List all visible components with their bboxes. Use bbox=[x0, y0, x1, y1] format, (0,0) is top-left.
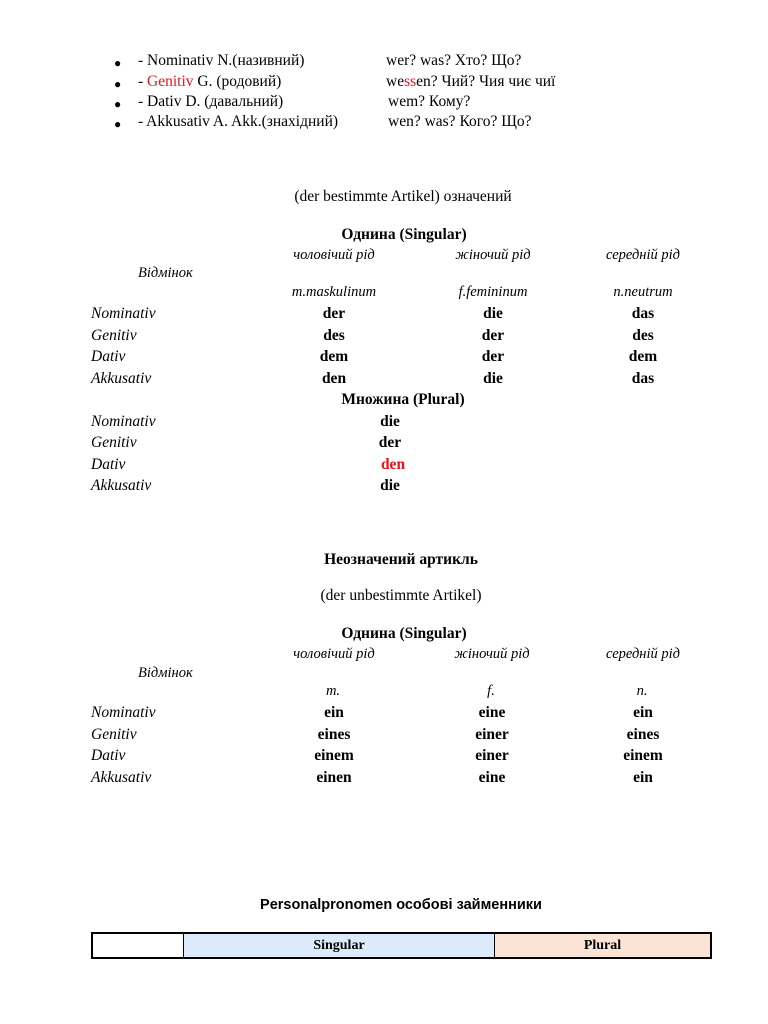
row-case: Nominativ bbox=[91, 305, 156, 322]
cell-f: der bbox=[481, 348, 505, 365]
plural-row-case: Genitiv bbox=[91, 434, 137, 451]
cell-n: das bbox=[631, 305, 655, 322]
bullet-icon: ● bbox=[114, 56, 122, 70]
gender-subheader-m: m.maskulinum bbox=[291, 284, 377, 300]
gender-subheader-n: n. bbox=[636, 683, 648, 699]
row-case: Dativ bbox=[91, 348, 126, 365]
cell-n: eines bbox=[626, 726, 660, 743]
singular-heading: Однина (Singular) bbox=[341, 625, 467, 642]
bullet-icon: ● bbox=[114, 97, 122, 111]
singular-heading: Однина (Singular) bbox=[341, 226, 467, 243]
gender-header-n: середній рід bbox=[605, 646, 681, 662]
pronoun-table-header bbox=[91, 932, 712, 959]
plural-cell: den bbox=[380, 456, 406, 473]
gender-subheader-m: m. bbox=[325, 683, 341, 699]
plural-cell: die bbox=[380, 477, 400, 494]
cell-m: den bbox=[321, 370, 347, 387]
gender-header-f: жіночий рід bbox=[454, 646, 530, 662]
cell-m: der bbox=[322, 305, 346, 322]
plural-row-case: Dativ bbox=[91, 456, 126, 473]
cell-n: das bbox=[631, 370, 655, 387]
case-question: wem? Кому? bbox=[388, 93, 471, 110]
row-case: Dativ bbox=[91, 747, 126, 764]
section-title: Personalpronomen особові займенники bbox=[260, 897, 542, 913]
cell-m: einem bbox=[314, 747, 354, 764]
plural-row-case: Akkusativ bbox=[91, 477, 152, 494]
cell-f: die bbox=[483, 370, 503, 387]
cell-m: des bbox=[323, 327, 345, 344]
row-case: Akkusativ bbox=[91, 769, 152, 786]
plural-row-case: Nominativ bbox=[91, 413, 156, 430]
case-label: - Nominativ N.(називний) bbox=[138, 52, 305, 69]
cell-f: der bbox=[481, 327, 505, 344]
bullet-icon: ● bbox=[114, 77, 122, 91]
bullet-icon: ● bbox=[114, 117, 122, 131]
gender-header-n: середній рід bbox=[605, 247, 681, 263]
case-label: - Akkusativ A. Akk.(знахідний) bbox=[138, 113, 339, 130]
cell-n: ein bbox=[633, 769, 653, 786]
cell-n: des bbox=[632, 327, 654, 344]
section-subtitle: (der unbestimmte Artikel) bbox=[320, 587, 482, 604]
cell-f: die bbox=[483, 305, 503, 322]
row-case: Genitiv bbox=[91, 726, 137, 743]
row-case: Akkusativ bbox=[91, 370, 152, 387]
row-case: Genitiv bbox=[91, 327, 137, 344]
cell-f: eine bbox=[478, 704, 506, 721]
plural-cell: die bbox=[380, 413, 400, 430]
gender-subheader-f: f.femininum bbox=[458, 284, 528, 300]
cell-n: ein bbox=[633, 704, 653, 721]
cell-f: eine bbox=[478, 769, 506, 786]
case-question: wessen? Чий? Чия чиє чиї bbox=[386, 73, 556, 90]
table-header-plural: Plural bbox=[495, 934, 710, 957]
cell-m: einen bbox=[316, 769, 352, 786]
case-question: wer? was? Хто? Що? bbox=[386, 52, 522, 69]
gender-subheader-f: f. bbox=[487, 683, 495, 699]
gender-header-f: жіночий рід bbox=[455, 247, 531, 263]
case-label: - Genitiv G. (родовий) bbox=[138, 73, 282, 90]
case-header: Відмінок bbox=[138, 665, 193, 681]
gender-header-m: чоловічий рід bbox=[293, 646, 375, 662]
gender-subheader-n: n.neutrum bbox=[613, 284, 673, 300]
section-title: (der bestimmte Artikel) означений bbox=[294, 188, 512, 205]
table-header-singular: Singular bbox=[184, 934, 495, 957]
cell-m: dem bbox=[319, 348, 349, 365]
gender-header-m: чоловічий рід bbox=[293, 247, 375, 263]
cell-n: dem bbox=[628, 348, 658, 365]
plural-heading: Множина (Plural) bbox=[341, 391, 465, 408]
table-header-empty bbox=[93, 934, 184, 957]
case-question: wen? was? Кого? Що? bbox=[388, 113, 532, 130]
cell-n: einem bbox=[623, 747, 663, 764]
case-label: - Dativ D. (давальний) bbox=[138, 93, 284, 110]
row-case: Nominativ bbox=[91, 704, 156, 721]
case-header: Відмінок bbox=[138, 265, 193, 281]
cell-m: eines bbox=[317, 726, 351, 743]
plural-cell: der bbox=[378, 434, 402, 451]
cell-f: einer bbox=[475, 747, 509, 764]
cell-f: einer bbox=[475, 726, 509, 743]
section-title: Неозначений артикль bbox=[324, 551, 478, 568]
cell-m: ein bbox=[324, 704, 344, 721]
